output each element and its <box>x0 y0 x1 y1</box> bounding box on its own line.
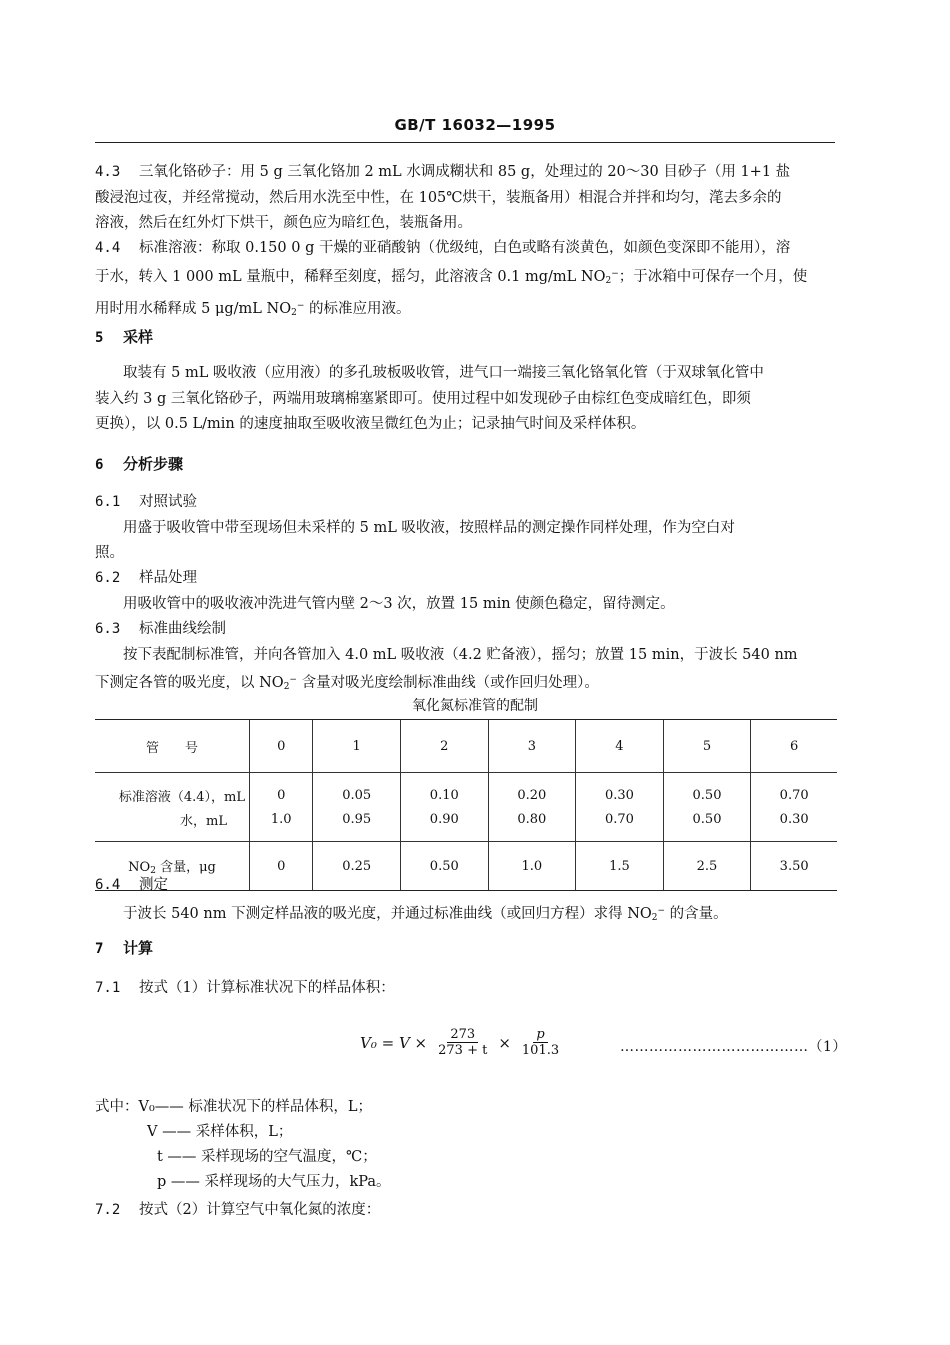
subscript: 2 <box>291 308 297 318</box>
table-cell: 0.50 <box>400 842 488 891</box>
section-6-heading <box>95 452 840 479</box>
section-4-4 <box>95 236 840 327</box>
subsection-title: 标准曲线绘制 <box>139 621 226 637</box>
section-title: 采样 <box>123 328 154 346</box>
paragraph-line: 含量对吸光度绘制标准曲线（或作回归处理）。 <box>296 675 599 691</box>
paragraph-line: 更换），以 0.5 L/min 的速度抽取至吸收液呈微红色为止；记录抽气时间及采样体积。 <box>95 416 646 432</box>
numerator: p <box>533 1027 547 1043</box>
table-cell: 0.05 <box>313 773 401 808</box>
table-cell: 5 <box>663 720 751 773</box>
section-number: 5 <box>95 330 104 346</box>
section-6-1 <box>95 490 840 567</box>
subsection-title: 样品处理 <box>139 570 197 586</box>
table-cell: 0.70 <box>576 807 664 842</box>
times-sign: × <box>498 1033 511 1052</box>
section-7-2 <box>95 1198 840 1224</box>
header-rule <box>95 142 835 143</box>
formula-1 <box>360 1027 564 1058</box>
table-cell: 1 <box>313 720 401 773</box>
paragraph-line: 照。 <box>95 545 124 561</box>
table-cell: 1.0 <box>250 807 313 842</box>
denominator: 273 + t <box>438 1043 488 1058</box>
paragraph-line: 于波长 540 nm 下测定样品液的吸光度，并通过标准曲线（或回归方程）求得 NO <box>123 905 652 922</box>
subscript: 2 <box>605 275 612 286</box>
paragraph-line: 的标准应用液。 <box>304 301 411 317</box>
formula-lhs: V₀ = V × <box>360 1033 428 1052</box>
table-cell: 0.90 <box>400 807 488 842</box>
section-number: 6.2 <box>95 570 121 586</box>
definition-line: V₀—— 标准状况下的样品体积，L； <box>138 1099 373 1115</box>
section-6-4 <box>95 873 840 931</box>
table-cell: 0.25 <box>313 842 401 891</box>
paragraph-line: 的含量。 <box>665 905 728 922</box>
paragraph-line: 标准溶液：称取 0.150 0 g 干燥的亚硝酸钠（优级纯，白色或略有淡黄色，如颜色变深即不能用），溶 <box>139 240 791 256</box>
table-caption: 氧化氮标准管的配制 <box>412 698 538 714</box>
table-cell: 6 <box>751 720 837 773</box>
table-cell: 0.95 <box>313 807 401 842</box>
denominator: 101.3 <box>521 1043 560 1058</box>
definition-line: V —— 采样体积，L； <box>147 1124 293 1140</box>
section-number: 4.4 <box>95 240 121 256</box>
section-number: 7 <box>95 941 104 957</box>
paragraph-line: 三氧化铬砂子：用 5 g 三氧化铬加 2 mL 水调成糊状和 85 g，处理过的 20～30 目砂子（用 1+1 盐 <box>139 164 791 180</box>
table-cell: 0.20 <box>488 773 576 808</box>
paragraph-line: 溶液，然后在红外灯下烘干，颜色应为暗红色，装瓶备用。 <box>95 215 472 231</box>
table-cell: 0 <box>250 842 313 891</box>
superscript: − <box>657 905 666 916</box>
section-5-heading <box>95 325 840 352</box>
section-number: 7.2 <box>95 1202 121 1218</box>
paragraph-line: 按式（2）计算空气中氧化氮的浓度： <box>139 1202 381 1218</box>
table-cell: 0.30 <box>576 773 664 808</box>
subsection-title: 测定 <box>139 877 168 893</box>
table-cell: 0.10 <box>400 773 488 808</box>
table-cell: 0 <box>250 773 313 808</box>
table-cell: 0.50 <box>663 773 751 808</box>
table-cell: 2 <box>400 720 488 773</box>
symbol-definitions <box>95 1095 391 1195</box>
paragraph-line: 装入约 3 g 三氧化铬砂子，两端用玻璃棉塞紧即可。使用过程中如发现砂子由棕红色变成暗红色，即须 <box>95 390 751 407</box>
fraction <box>519 1027 562 1058</box>
table-cell: 1.5 <box>576 842 664 891</box>
paragraph-line: 酸浸泡过夜，并经常搅动，然后用水洗至中性，在 105℃烘干，装瓶备用）相混合并拌和均匀，滗去多余的 <box>95 189 782 206</box>
section-6-2 <box>95 566 840 617</box>
numerator: 273 <box>447 1027 478 1043</box>
paragraph-line: 于水，转入 1 000 mL 量瓶中，稀释至刻度，摇匀，此溶液含 0.1 mg/mL NO <box>95 268 606 285</box>
table-cell: 3.50 <box>751 842 837 891</box>
table-cell: 3 <box>488 720 576 773</box>
subscript: 2 <box>150 866 156 876</box>
section-7-1 <box>95 976 840 1002</box>
section-number: 6 <box>95 457 104 473</box>
subscript: 2 <box>651 912 658 923</box>
table-row <box>95 807 837 842</box>
paragraph-line: 用吸收管中的吸收液冲洗进气管内壁 2～3 次，放置 15 min 使颜色稳定，留待测定。 <box>123 595 675 612</box>
table-cell: 水，mL <box>95 807 250 842</box>
standard-header: GB/T 16032—1995 <box>394 116 556 134</box>
paragraph-line: 取装有 5 mL 吸收液（应用液）的多孔玻板吸收管，进气口一端接三氧化铬氧化管（于双球氧化管中 <box>123 365 764 381</box>
paragraph-line: 用盛于吸收管中带至现场但未采样的 5 mL 吸收液，按照样品的测定操作同样处理，作为空白对 <box>123 519 735 536</box>
subsection-title: 对照试验 <box>139 494 197 510</box>
paragraph-line: 按式（1）计算标准状况下的样品体积： <box>139 980 395 996</box>
section-number: 6.1 <box>95 494 121 510</box>
section-title: 计算 <box>123 939 154 957</box>
section-4-3 <box>95 160 840 237</box>
table-cell: 管 号 <box>95 720 250 773</box>
cell-text: 含量，μg <box>155 860 216 875</box>
paragraph-line: 用时用水稀释成 5 μg/mL NO <box>95 301 292 317</box>
table-cell: 0.70 <box>751 773 837 808</box>
table-cell: 1.0 <box>488 842 576 891</box>
cell-text: NO <box>128 860 151 875</box>
section-number: 6.3 <box>95 621 121 637</box>
table-row <box>95 773 837 808</box>
section-7-heading <box>95 936 840 963</box>
equation-number: …………………………………（1） <box>620 1039 847 1055</box>
table-cell: 4 <box>576 720 664 773</box>
section-title: 分析步骤 <box>123 455 184 473</box>
definition-intro: 式中： <box>95 1099 139 1115</box>
table-header-row <box>95 720 837 773</box>
paragraph-line: 下测定各管的吸光度，以 NO <box>95 675 284 691</box>
section-number: 4.3 <box>95 164 121 180</box>
standard-tube-table <box>95 719 837 891</box>
superscript: − <box>611 268 619 279</box>
definition-line: t —— 采样现场的空气温度，℃； <box>157 1149 377 1165</box>
paragraph-line: 按下表配制标准管，并向各管加入 4.0 mL 吸收液（4.2 贮备液），摇匀；放置 15 min，于波长 540 nm <box>123 646 798 663</box>
table-cell: 0.80 <box>488 807 576 842</box>
table-cell: 0.30 <box>751 807 837 842</box>
section-number: 6.4 <box>95 877 121 893</box>
section-number: 7.1 <box>95 980 121 996</box>
superscript: − <box>289 675 297 685</box>
table-cell: 2.5 <box>663 842 751 891</box>
section-5-body <box>95 361 840 438</box>
table-cell: 标准溶液（4.4），mL <box>118 789 245 805</box>
table-cell: 0.50 <box>663 807 751 842</box>
table-cell: 0 <box>250 720 313 773</box>
section-6-3 <box>95 617 840 701</box>
subscript: 2 <box>283 682 290 692</box>
paragraph-line: ；于冰箱中可保存一个月，使 <box>618 268 808 285</box>
fraction <box>435 1027 490 1058</box>
definition-line: p —— 采样现场的大气压力，kPa。 <box>157 1174 391 1190</box>
superscript: − <box>296 301 305 311</box>
